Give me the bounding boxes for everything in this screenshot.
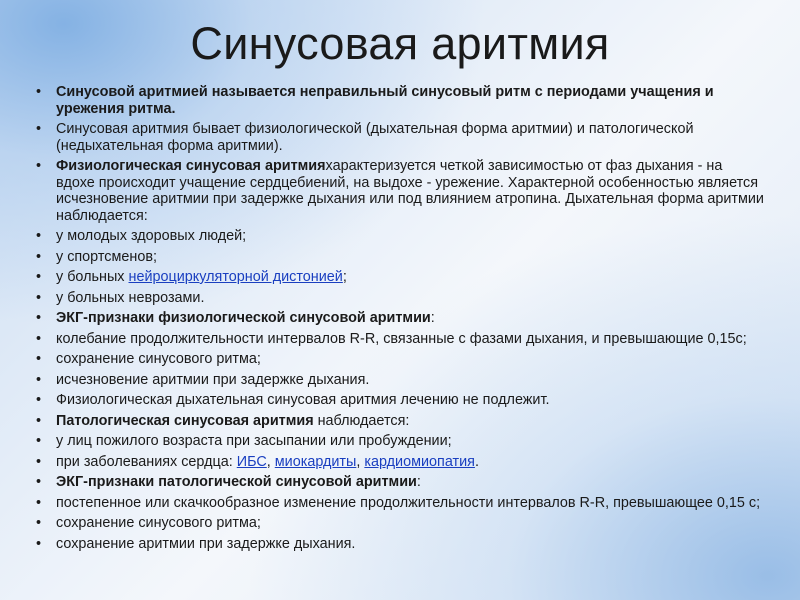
bullet-body: Синусовая аритмия бывает физиологической (дыхательная форма аритмии) и патологической (недыхательная форма аритмии). <box>56 121 694 154</box>
bullet-prefix: у больных <box>56 269 129 285</box>
bullet-text <box>56 310 435 326</box>
bullet-text <box>56 372 369 388</box>
bullet-list <box>34 84 764 556</box>
bullet-text <box>56 474 421 490</box>
bullet-glyph: • <box>36 453 42 470</box>
bullet-text <box>56 249 157 265</box>
bullet-bold-lead: ЭКГ-признаки физиологической синусовой аритмии <box>56 310 431 326</box>
bullet-item <box>34 474 764 491</box>
bullet-text <box>56 515 261 531</box>
bullet-item <box>34 454 764 471</box>
bullet-item <box>34 249 764 266</box>
bullet-body: характеризуется четкой зависимостью от фаз дыхания - на вдохе происходит учащение сердцебиений, на выдохе - урежение. Характерной особенностью является исчезновение аритмии при задержке дыхания или под влиянием атропина. Дыхательная форма аритмии наблюдается: <box>56 158 764 224</box>
bullet-text <box>56 351 261 367</box>
bullet-glyph: • <box>36 84 42 100</box>
bullet-text <box>56 331 747 347</box>
bullet-item <box>34 269 764 286</box>
bullet-text <box>56 84 714 117</box>
bullet-body: : <box>430 310 435 326</box>
bullet-item <box>34 433 764 450</box>
bullet-item <box>34 84 764 117</box>
bullet-item <box>34 515 764 532</box>
bullet-glyph: • <box>36 228 42 244</box>
bullet-body: при заболеваниях сердца: <box>56 453 237 470</box>
bullet-glyph: • <box>36 330 42 347</box>
bullet-body: сохранение синусового ритма; <box>56 351 261 367</box>
bullet-bold-lead: ЭКГ-признаки патологической синусовой аритмии <box>56 474 417 490</box>
bullet-body: колебание продолжительности интервалов R-R, связанные с фазами дыхания, и превышающие 0,15с; <box>56 330 747 347</box>
bullet-body: наблюдается: <box>313 412 410 429</box>
bullet-item <box>34 536 764 553</box>
bullet-glyph: • <box>36 371 42 388</box>
bullet-glyph: • <box>36 351 42 367</box>
bullet-text <box>56 433 452 449</box>
bullet-body: постепенное или скачкообразное изменение продолжительности интервалов R-R, превышающее 0,15 с; <box>56 494 761 511</box>
bullet-item <box>34 372 764 389</box>
bullet-body: исчезновение аритмии при задержке дыхания. <box>56 371 370 388</box>
bullet-glyph: • <box>36 289 42 306</box>
bullet-text <box>56 121 694 154</box>
bullet-suffix: . <box>474 453 479 470</box>
bullet-glyph: • <box>36 474 42 490</box>
bullet-text <box>56 269 347 285</box>
bullet-suffix: ; <box>342 269 347 285</box>
bullet-body: у лиц пожилого возраста при засыпании или пробуждении; <box>56 433 452 449</box>
bullet-item <box>34 121 764 154</box>
bullet-glyph: • <box>36 121 42 137</box>
bullet-body: у молодых здоровых людей; <box>56 228 247 244</box>
bullet-text <box>56 228 246 244</box>
bullet-glyph: • <box>36 310 42 326</box>
bullet-glyph: • <box>36 433 42 449</box>
bullet-glyph: • <box>36 515 42 531</box>
bullet-glyph: • <box>36 248 42 265</box>
link-separator: , <box>356 453 365 470</box>
bullet-text <box>56 413 409 429</box>
bullet-body: сохранение аритмии при задержке дыхания. <box>56 535 356 552</box>
bullet-item <box>34 331 764 348</box>
bullet-text <box>56 536 355 552</box>
bullet-body: у спортсменов; <box>56 248 157 265</box>
bullet-text <box>56 495 760 511</box>
bullet-item <box>34 158 764 224</box>
bullet-text <box>56 290 204 306</box>
link-separator: , <box>266 453 275 470</box>
bullet-item <box>34 392 764 409</box>
bullet-glyph: • <box>36 535 42 552</box>
bullet-link[interactable]: миокардиты <box>274 453 357 470</box>
bullet-link[interactable]: нейроциркуляторной дистонией <box>128 269 343 285</box>
bullet-item <box>34 290 764 307</box>
bullet-item <box>34 413 764 430</box>
bullet-item <box>34 228 764 245</box>
bullet-glyph: • <box>36 158 42 174</box>
bullet-body: Синусовой аритмией называется неправильный синусовый ритм с периодами учащения и урежения ритма. <box>56 84 714 117</box>
slide-title: Синусовая аритмия <box>190 18 610 69</box>
bullet-body: : <box>416 474 421 490</box>
bullet-glyph: • <box>36 412 42 429</box>
bullet-bold-lead: Физиологическая синусовая аритмия <box>56 158 326 174</box>
bullet-body: у больных неврозами. <box>56 289 205 306</box>
bullet-item <box>34 495 764 512</box>
bullet-text <box>56 392 549 408</box>
bullet-bold-lead: Патологическая синусовая аритмия <box>56 412 314 429</box>
bullet-body: сохранение синусового ритма; <box>56 515 261 531</box>
bullet-body: Физиологическая дыхательная синусовая аритмия лечению не подлежит. <box>56 392 550 408</box>
bullet-glyph: • <box>36 392 42 408</box>
bullet-text <box>56 454 479 470</box>
bullet-link[interactable]: ИБС <box>236 453 267 470</box>
bullet-link[interactable]: кардиомиопатия <box>364 453 475 470</box>
bullet-item <box>34 310 764 327</box>
bullet-glyph: • <box>36 269 42 285</box>
bullet-item <box>34 351 764 368</box>
bullet-text <box>56 158 764 224</box>
bullet-glyph: • <box>36 494 42 511</box>
